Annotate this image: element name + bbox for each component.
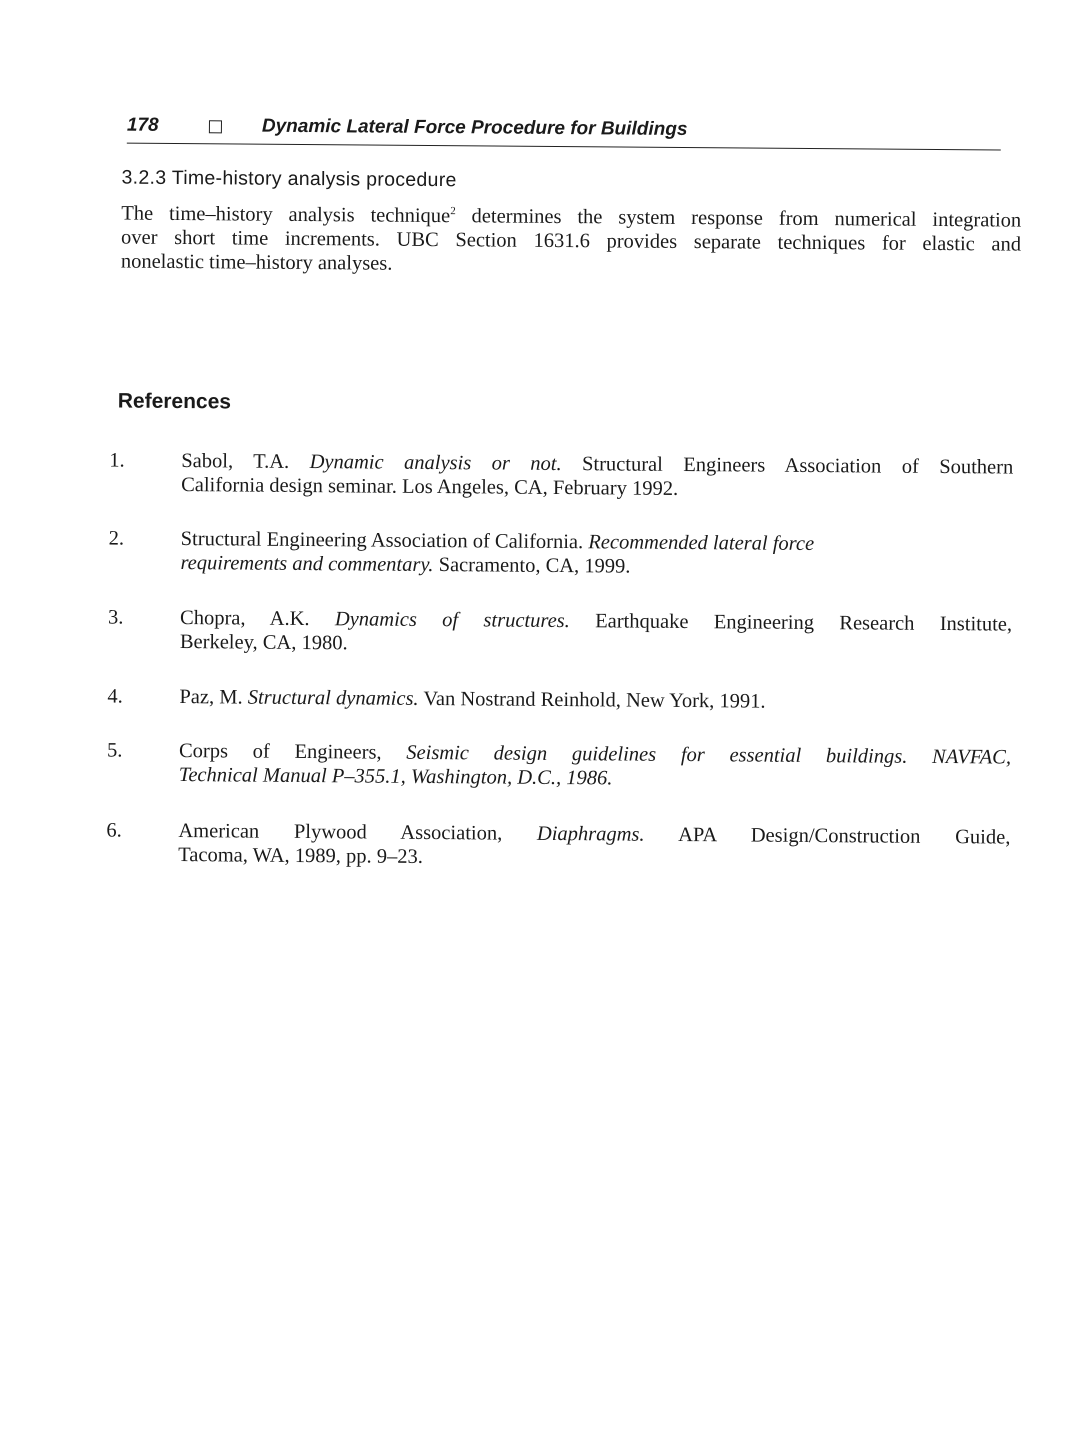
paragraph-line: nonelastic time–history analyses. — [121, 250, 1021, 281]
reference-item — [109, 448, 1019, 455]
running-head — [127, 113, 1001, 151]
reference-source: Van Nostrand Reinhold, New York, 1991. — [419, 688, 766, 713]
reference-number: 4. — [107, 684, 123, 708]
reference-line — [180, 551, 1012, 582]
reference-author: Chopra, A.K. — [180, 607, 335, 630]
references-heading: References — [118, 390, 231, 415]
reference-source: California design seminar. Los Angeles, CA, February 1992. — [181, 474, 678, 500]
reference-number: 6. — [106, 818, 122, 842]
reference-item — [107, 738, 1017, 745]
reference-text — [181, 449, 1013, 504]
book-title: Dynamic Lateral Force Procedure for Buildings — [262, 116, 688, 141]
footnote-ref: 2 — [450, 205, 456, 217]
paragraph-text: The time–history analysis technique — [121, 203, 450, 228]
reference-number: 5. — [107, 738, 123, 762]
section-paragraph — [121, 202, 1022, 281]
reference-text — [178, 819, 1010, 874]
reference-title: Diaphragms. — [537, 823, 645, 846]
reference-number: 3. — [108, 605, 124, 629]
reference-author: Paz, M. — [179, 686, 247, 709]
reference-source: Tacoma, WA, 1989, pp. 9–23. — [178, 844, 423, 868]
reference-item — [109, 526, 1019, 533]
reference-title: Structural dynamics. — [248, 687, 419, 710]
reference-item — [107, 818, 1017, 825]
reference-title: Seismic design guidelines for essential buildings. NAVFAC, — [406, 742, 1011, 769]
reference-source: Structural Engineers Association of Southern — [562, 453, 1014, 479]
reference-source: Sacramento, CA, 1999. — [433, 554, 630, 578]
reference-text — [179, 685, 1011, 716]
reference-item — [108, 684, 1018, 691]
reference-text — [179, 739, 1011, 794]
reference-title: requirements and commentary. — [180, 552, 433, 576]
reference-source: Berkeley, CA, 1980. — [180, 631, 348, 654]
reference-author: Structural Engineering Association of California. — [181, 528, 589, 553]
reference-title: Dynamics of structures. — [335, 608, 570, 632]
reference-text — [180, 527, 1012, 582]
section-heading: 3.2.3 Time-history analysis procedure — [121, 167, 456, 193]
square-bullet-icon — [209, 120, 222, 133]
reference-title: Recommended lateral force — [588, 531, 814, 555]
reference-line — [179, 685, 1011, 716]
reference-text — [180, 606, 1012, 661]
reference-source: APA Design/Construction Guide, — [644, 824, 1010, 849]
reference-source: Earthquake Engineering Research Institute, — [570, 610, 1012, 635]
paragraph-text: determines the system response from numerical integration — [456, 205, 1022, 231]
reference-title: Dynamic analysis or not. — [310, 451, 562, 475]
reference-number: 2. — [109, 526, 125, 550]
reference-item — [108, 605, 1018, 612]
reference-title: Technical Manual P–355.1, Washington, D.C., 1986. — [179, 764, 613, 789]
reference-author: Sabol, T.A. — [181, 450, 310, 473]
page-number: 178 — [127, 115, 159, 137]
reference-number: 1. — [109, 448, 125, 472]
reference-author: Corps of Engineers, — [179, 740, 406, 764]
paragraph-line: over short time increments. UBC Section 1631.6 provides separate techniques for elastic and — [121, 226, 1021, 257]
reference-author: American Plywood Association, — [178, 820, 537, 845]
